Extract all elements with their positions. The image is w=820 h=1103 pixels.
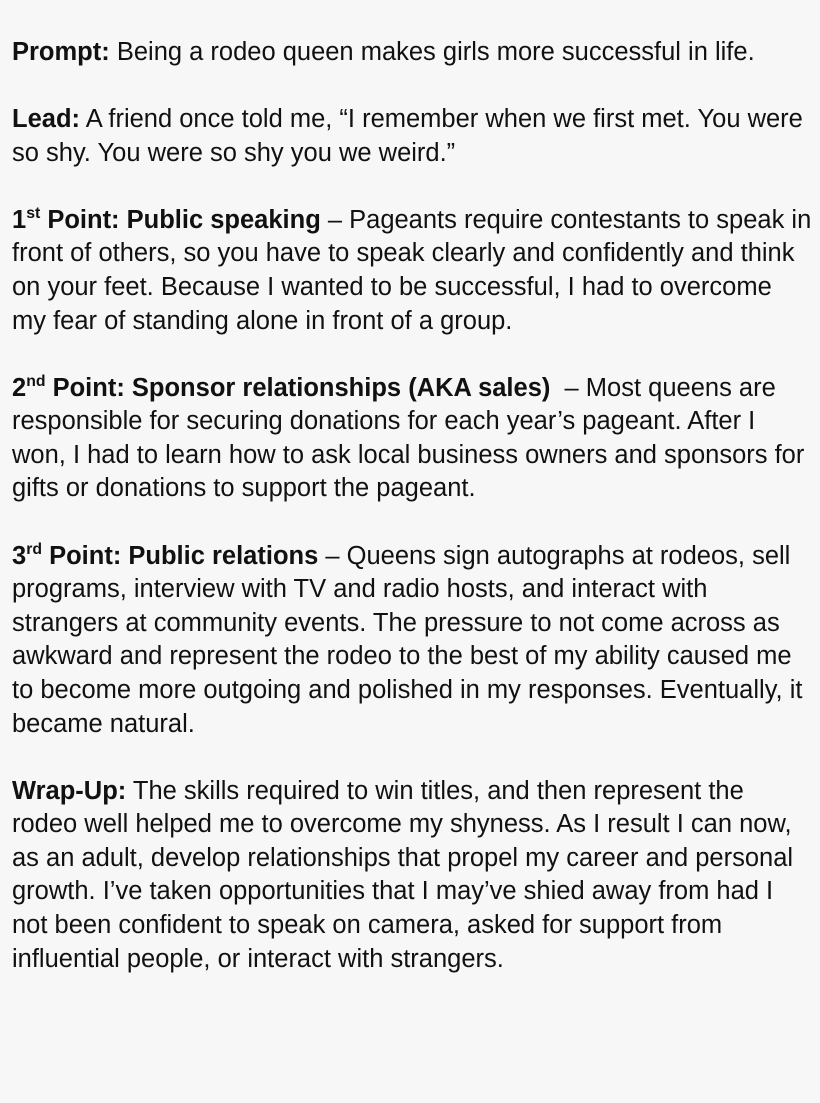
point3-text: – Queens sign autographs at rodeos, sell programs, interview with TV and radio hosts, and interact with strangers at community events. The pressure to not come across as awkward and represent the rodeo to the best of my ability caused me to become more outgoing and polished in my responses. Eventually, it became natural.: [12, 541, 803, 738]
point2-ordinal-suffix: nd: [26, 372, 46, 390]
lead-paragraph: [12, 103, 812, 170]
wrapup-text: The skills required to win titles, and then represent the rodeo well helped me to overcome my shyness. As I result I can now, as an adult, develop relationships that propel my career and personal growth. I’ve taken opportunities that I may’ve shied away from had I not been confident to speak on camera, asked for support from influential people, or interact with strangers.: [12, 776, 794, 973]
point2-paragraph: [12, 372, 812, 506]
wrapup-paragraph: [12, 775, 812, 977]
prompt-label: Prompt:: [12, 38, 110, 66]
point2-text: – Most queens are responsible for securing donations for each year’s pageant. After I won, I had to learn how to ask local business owners and sponsors for gifts or donations to support the pageant.: [12, 373, 812, 503]
point1-ordinal-suffix: st: [26, 204, 41, 222]
point3-paragraph: [12, 540, 812, 742]
point1-number: 1: [12, 205, 27, 234]
point1-text: – Pageants require contestants to speak in front of others, so you have to speak clearly and confidently and think on your feet. Because I wanted to be successful, I had to overcome my fear of standing alone in front of a group.: [12, 205, 812, 335]
point1-label: Point: Public speaking: [40, 205, 321, 234]
point3-label: Point: Public relations: [42, 541, 319, 570]
point2-number: 2: [12, 373, 27, 402]
lead-text: A friend once told me, “I remember when we first met. You were so shy. You were so shy you we weird.”: [12, 105, 803, 167]
point3-number: 3: [12, 541, 27, 570]
prompt-text: Being a rodeo queen makes girls more successful in life.: [109, 38, 755, 66]
lead-label: Lead:: [12, 105, 81, 134]
point1-paragraph: [12, 204, 812, 338]
point3-ordinal-suffix: rd: [26, 540, 42, 558]
point2-label: Point: Sponsor relationships (AKA sales): [45, 373, 551, 402]
prompt-paragraph: [12, 36, 812, 70]
wrapup-label: Wrap-Up:: [12, 776, 127, 805]
